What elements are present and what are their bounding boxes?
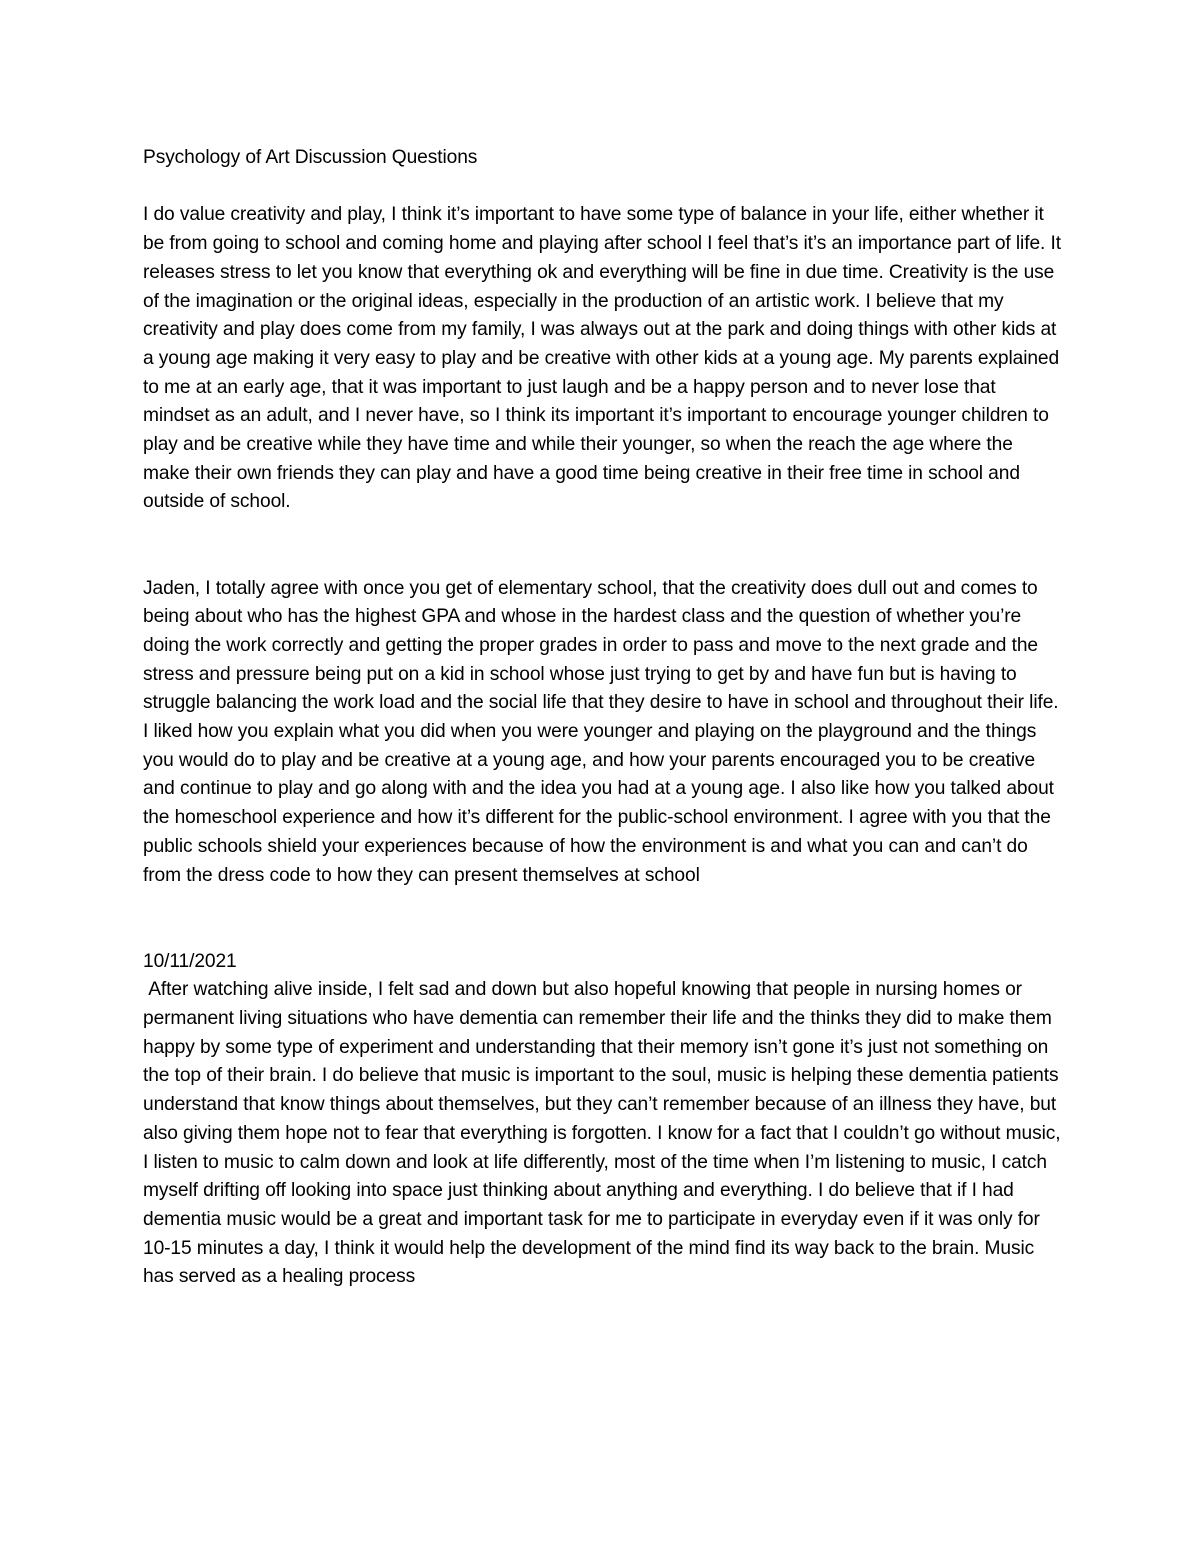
entry-date: 10/11/2021 [143,950,237,972]
paragraph-creativity-and-play: I do value creativity and play, I think it’s important to have some type of balance in your life, either whether it be from going to school and coming home and playing after school I feel that’s it’s an importance part of life. It releases stress to let you know that everything ok and everything will be fine in due time. Creativity is the use of the imagination or the original ideas, especially in the production of an artistic work. I believe that my creativity and play does come from my family, I was always out at the park and doing things with other kids at a young age making it very easy to play and be creative with other kids at a young age. My parents explained to me at an early age, that it was important to just laugh and be a happy person and to never lose that mindset as an adult, and I never have, so I think its important it’s important to encourage younger children to play and be creative while they have time and while their younger, so when the reach the age where the make their own friends they can play and have a good time being creative in their free time in school and outside of school. [143,204,1061,513]
paragraph-reply-to-jaden: Jaden, I totally agree with once you get of elementary school, that the creativity does dull out and comes to being about who has the highest GPA and whose in the hardest class and the question of whether you’re doing the work correctly and getting the proper grades in order to pass and move to the next grade and the stress and pressure being put on a kid in school whose just trying to get by and have fun but is having to struggle balancing the work load and the social life that they desire to have in school and throughout their life. I liked how you explain what you did when you were younger and playing on the playground and the things you would do to play and be creative at a young age, and how your parents encouraged you to be creative and continue to play and go along with and the idea you had at a young age. I also like how you talked about the homeschool experience and how it’s different for the public-school environment. I agree with you that the public schools shield your experiences because of how the environment is and what you can and can’t do from the dress code to how they can present themselves at school [143,577,1059,886]
document-title: Psychology of Art Discussion Questions [143,147,478,168]
document-body [143,144,1066,1292]
blank-line [143,173,1063,202]
blank-line [143,890,1063,947]
blank-line [143,517,1063,574]
paragraph-alive-inside: After watching alive inside, I felt sad and down but also hopeful knowing that people in nursing homes or permanent living situations who have dementia can remember their life and the thinks they did to make them happy by some type of experiment and understanding that their memory isn’t gone it’s just not something on the top of their brain. I do believe that music is important to the soul, music is helping these dementia patients understand that know things about themselves, but they can’t remember because of an illness they have, but also giving them hope not to fear that everything is forgotten. I know for a fact that I couldn’t go without music, I listen to music to calm down and look at life differently, most of the time when I’m listening to music, I catch myself drifting off looking into space just thinking about anything and everything. I do believe that if I had dementia music would be a great and important task for me to participate in everyday even if it was only for 10-15 minutes a day, I think it would help the development of the mind find its way back to the brain. Music has served as a healing process [143,979,1066,1288]
